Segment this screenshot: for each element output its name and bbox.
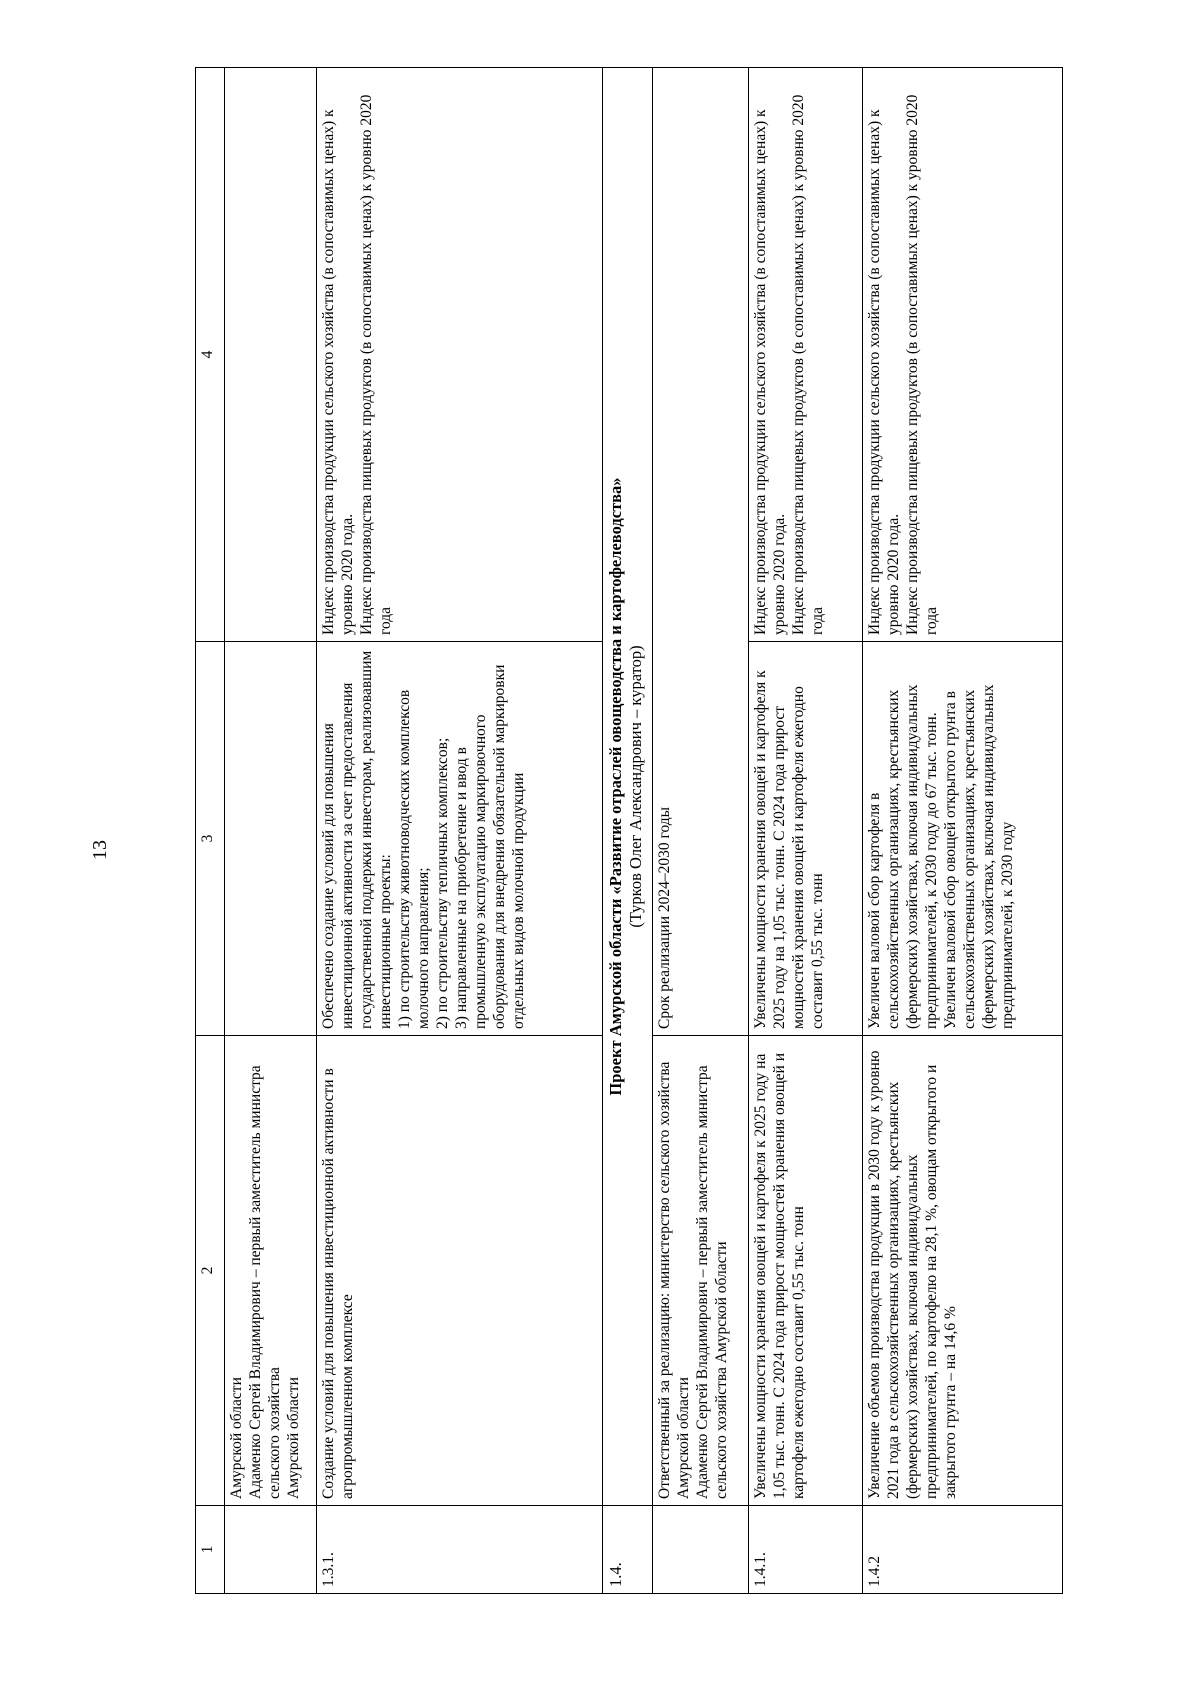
- table-row: [225, 68, 317, 1594]
- cell-line: 3) направленные на приобретение и ввод в промышленную эксплуатацию маркировочного оборудования для внедрения обязательной маркировки отдельных видов молочной продукции: [453, 664, 527, 1029]
- indicator-cell: [863, 68, 1063, 642]
- row-number: 1.3.1.: [317, 1506, 603, 1594]
- cell-line: Индекс производства пищевых продуктов (в сопоставимых ценах) к уровню 2020 года: [904, 94, 940, 635]
- header-col-2: 2: [196, 1036, 225, 1506]
- cell-line: Увеличен валовой сбор картофеля в сельскохозяйственных организациях, крестьянских (фермерских) хозяйствах, включая индивидуальных предпринимателей, к 2030 году до 67 тыс. тонн.: [866, 684, 940, 1029]
- table-row: [317, 68, 603, 1594]
- task-cell: Увеличение объемов производства продукции в 2030 году к уровню 2021 года в сельскохозяйственных организациях, крестьянских (фермерских) хозяйствах, включая индивидуальных предпринимателей, по картофелю на 28,1 %, овощам открытого и закрытого грунта – на 14,6 %: [863, 1036, 1063, 1506]
- result-cell: Увеличены мощности хранения овощей и картофеля к 2025 году на 1,05 тыс. тонн. С 2024 года прирост мощностей хранения овощей и картофеля ежегодно составит 0,55 тыс. тонн: [749, 642, 863, 1036]
- result-cell: [863, 642, 1063, 1036]
- plan-table: [195, 67, 1063, 1594]
- cell-line: Индекс производства продукции сельского хозяйства (в сопоставимых ценах) к уровню 2020 года.: [866, 109, 902, 635]
- row-number: [225, 1506, 317, 1594]
- cell-line: 1) по строительству животноводческих комплексов молочного направления;: [396, 689, 432, 1029]
- table-row: [749, 68, 863, 1594]
- responsible-cell: [653, 1036, 749, 1506]
- cell-line: Индекс производства пищевых продуктов (в сопоставимых ценах) к уровню 2020 года: [790, 94, 826, 635]
- term-cell: Срок реализации 2024–2030 годы: [653, 68, 749, 1036]
- cell-line: Увеличен валовой сбор овощей открытого грунта в сельскохозяйственных организациях, крестьянских (фермерских) хозяйствах, включая индивидуальных предпринимателей, к 2030 году: [942, 684, 1016, 1029]
- table-row: [863, 68, 1063, 1594]
- page-number: 13: [89, 840, 111, 860]
- row-number: 1.4.2: [863, 1506, 1063, 1594]
- project-row: [603, 68, 653, 1594]
- table-row: [653, 68, 749, 1594]
- header-col-1: 1: [196, 1506, 225, 1594]
- cell-line: Индекс производства продукции сельского хозяйства (в сопоставимых ценах) к уровню 2020 года.: [320, 109, 356, 635]
- project-curator: (Турков Олег Александрович – куратор): [626, 645, 645, 928]
- task-cell: Создание условий для повышения инвестиционной активности в агропромышленном комплексе: [317, 1036, 603, 1506]
- project-title: Проект Амурской области «Развитие отраслей овощеводства и картофелеводства»: [606, 477, 625, 1096]
- indicator-cell: [317, 68, 603, 642]
- rotated-table-area: [195, 68, 1063, 1594]
- row-number: 1.4.1.: [749, 1506, 863, 1594]
- cell-line: 2) по строительству тепличных комплексов;: [434, 737, 451, 1029]
- cell-line: Ответственный за реализацию: министерство сельского хозяйства Амурской области: [656, 1061, 692, 1499]
- header-col-3: 3: [196, 642, 225, 1036]
- cell-line: Амурской области: [228, 1377, 245, 1499]
- cell-line: Адаменко Сергей Владимирович – первый заместитель министра сельского хозяйства Амурской области: [694, 1065, 730, 1499]
- task-cell: Увеличены мощности хранения овощей и картофеля к 2025 году на 1,05 тыс. тонн. С 2024 года прирост мощностей хранения овощей и картофеля ежегодно составит 0,55 тыс. тонн: [749, 1036, 863, 1506]
- cell-line: Индекс производства пищевых продуктов (в сопоставимых ценах) к уровню 2020 года: [358, 94, 394, 635]
- header-row: [196, 68, 225, 1594]
- row-number: [653, 1506, 749, 1594]
- responsible-cell: [225, 1036, 317, 1506]
- project-title-cell: [603, 68, 653, 1506]
- cell-line: Адаменко Сергей Владимирович – первый заместитель министра сельского хозяйства: [247, 1065, 283, 1499]
- cell-line: Обеспечено создание условий для повышения инвестиционной активности за счет предоставления государственной поддержки инвесторам, реализовавшим инвестиционные проекты:: [320, 650, 394, 1029]
- indicator-cell: [749, 68, 863, 642]
- result-cell: [317, 642, 603, 1036]
- header-col-4: 4: [196, 68, 225, 642]
- result-cell: [225, 642, 317, 1036]
- cell-line: Амурской области: [285, 1377, 302, 1499]
- row-number: 1.4.: [603, 1506, 653, 1594]
- table-container: [195, 68, 1063, 1594]
- indicator-cell: [225, 68, 317, 642]
- cell-line: Индекс производства продукции сельского хозяйства (в сопоставимых ценах) к уровню 2020 года.: [752, 109, 788, 635]
